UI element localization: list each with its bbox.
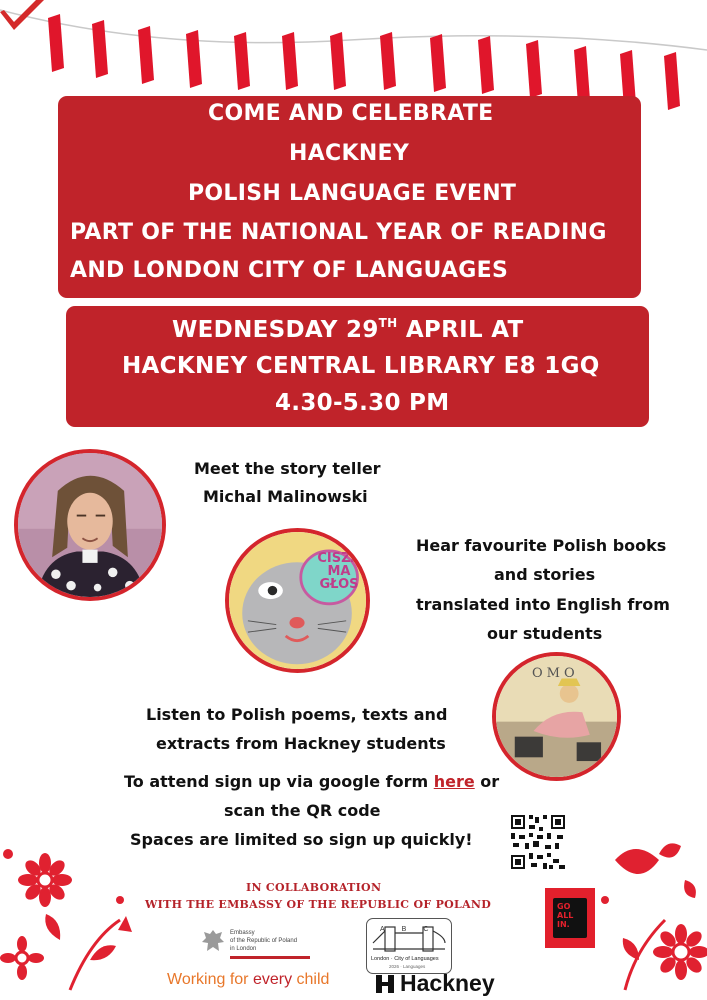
hackney-wordmark: Hackney bbox=[400, 970, 495, 996]
google-form-link[interactable]: here bbox=[433, 772, 475, 791]
books-line-3: translated into English from bbox=[416, 595, 670, 614]
abc-letters bbox=[380, 926, 445, 933]
signup-line-1 bbox=[124, 772, 499, 791]
storyteller-line-1: Meet the story teller bbox=[194, 459, 381, 478]
book-cover-title bbox=[309, 552, 369, 591]
storyteller-name: Michal Malinowski bbox=[203, 487, 368, 506]
bunting-flag bbox=[430, 34, 446, 92]
folk-flower-decoration-left bbox=[0, 840, 140, 1000]
london-logo-line-1: London · City of Languages bbox=[371, 956, 439, 962]
embassy-text-line-3: in London bbox=[230, 946, 257, 952]
book-title-line-1: CISZA bbox=[317, 551, 361, 566]
listen-line-2: extracts from Hackney students bbox=[156, 734, 446, 753]
headline-line-2: HACKNEY bbox=[289, 141, 410, 166]
letter-b: B bbox=[401, 926, 424, 933]
books-line-2: and stories bbox=[494, 565, 596, 584]
date-day: WEDNESDAY 29 bbox=[172, 317, 379, 343]
venue-line: HACKNEY CENTRAL LIBRARY E8 1GQ bbox=[122, 353, 600, 379]
polish-eagle-icon bbox=[200, 928, 226, 958]
headline-line-4: PART OF THE NATIONAL YEAR OF READING bbox=[70, 220, 607, 245]
listen-line-1: Listen to Polish poems, texts and bbox=[146, 705, 448, 724]
book-title-line-3: GŁOS bbox=[319, 577, 359, 592]
omo-title: OMO bbox=[532, 666, 579, 681]
books-line-1: Hear favourite Polish books bbox=[416, 536, 667, 555]
hackney-logo bbox=[374, 970, 524, 998]
embassy-underline bbox=[230, 956, 310, 959]
collaboration-line-1: IN COLLABORATION bbox=[246, 881, 382, 894]
bunting-flag bbox=[478, 36, 494, 94]
date-line bbox=[172, 316, 524, 343]
letter-c: C bbox=[423, 926, 446, 933]
bunting-flag bbox=[186, 30, 202, 88]
headline-banner bbox=[58, 96, 641, 298]
qr-code[interactable] bbox=[509, 813, 567, 871]
books-line-4: our students bbox=[487, 624, 603, 643]
embassy-text bbox=[230, 929, 297, 953]
london-city-of-languages-logo bbox=[366, 918, 452, 974]
signup-suffix: or bbox=[474, 772, 500, 791]
signup-line-2: scan the QR code bbox=[224, 801, 381, 820]
go-all-in-text: GO ALL IN. bbox=[557, 902, 574, 929]
headline-line-3: POLISH LANGUAGE EVENT bbox=[188, 181, 517, 206]
footer-tagline bbox=[167, 971, 329, 989]
date-banner bbox=[66, 306, 649, 427]
folk-flower-decoration-right bbox=[585, 840, 707, 1000]
signup-prefix: To attend sign up via google form bbox=[124, 772, 434, 791]
date-ordinal: TH bbox=[378, 316, 398, 330]
bunting-flag bbox=[138, 26, 154, 84]
book-cover-cisza-ma-glos bbox=[225, 528, 370, 673]
bunting-flag bbox=[234, 32, 250, 90]
london-logo-line-2: 2026 · Languages bbox=[389, 964, 426, 969]
hackney-h-icon bbox=[374, 973, 396, 995]
date-month: APRIL AT bbox=[397, 317, 524, 343]
tagline-suffix: child bbox=[292, 971, 330, 988]
headline-line-1: COME AND CELEBRATE bbox=[208, 101, 494, 126]
embassy-text-line-2: of the Republic of Poland bbox=[230, 938, 298, 944]
bunting-flag bbox=[664, 52, 680, 110]
bunting-flag bbox=[48, 14, 64, 72]
bunting-flag bbox=[282, 32, 298, 90]
tagline-prefix: Working for bbox=[167, 971, 253, 988]
book-title-line-2: MA bbox=[327, 564, 351, 579]
headline-line-5: AND LONDON CITY OF LANGUAGES bbox=[70, 258, 509, 283]
bunting-flag bbox=[526, 40, 542, 98]
time-line: 4.30-5.30 PM bbox=[275, 390, 450, 416]
embassy-logo bbox=[200, 926, 310, 962]
letter-a: A bbox=[380, 926, 402, 933]
bunting-flag bbox=[92, 20, 108, 78]
bunting-flag bbox=[380, 32, 396, 90]
embassy-text-line-1: Embassy bbox=[230, 930, 255, 936]
tagline-every: every bbox=[252, 971, 293, 988]
storyteller-photo bbox=[14, 449, 166, 601]
collaboration-line-2: WITH THE EMBASSY OF THE REPUBLIC OF POLAND bbox=[145, 898, 492, 911]
book-cover-omo bbox=[492, 652, 621, 781]
signup-line-3: Spaces are limited so sign up quickly! bbox=[130, 830, 473, 849]
go-all-in-logo bbox=[545, 888, 595, 948]
